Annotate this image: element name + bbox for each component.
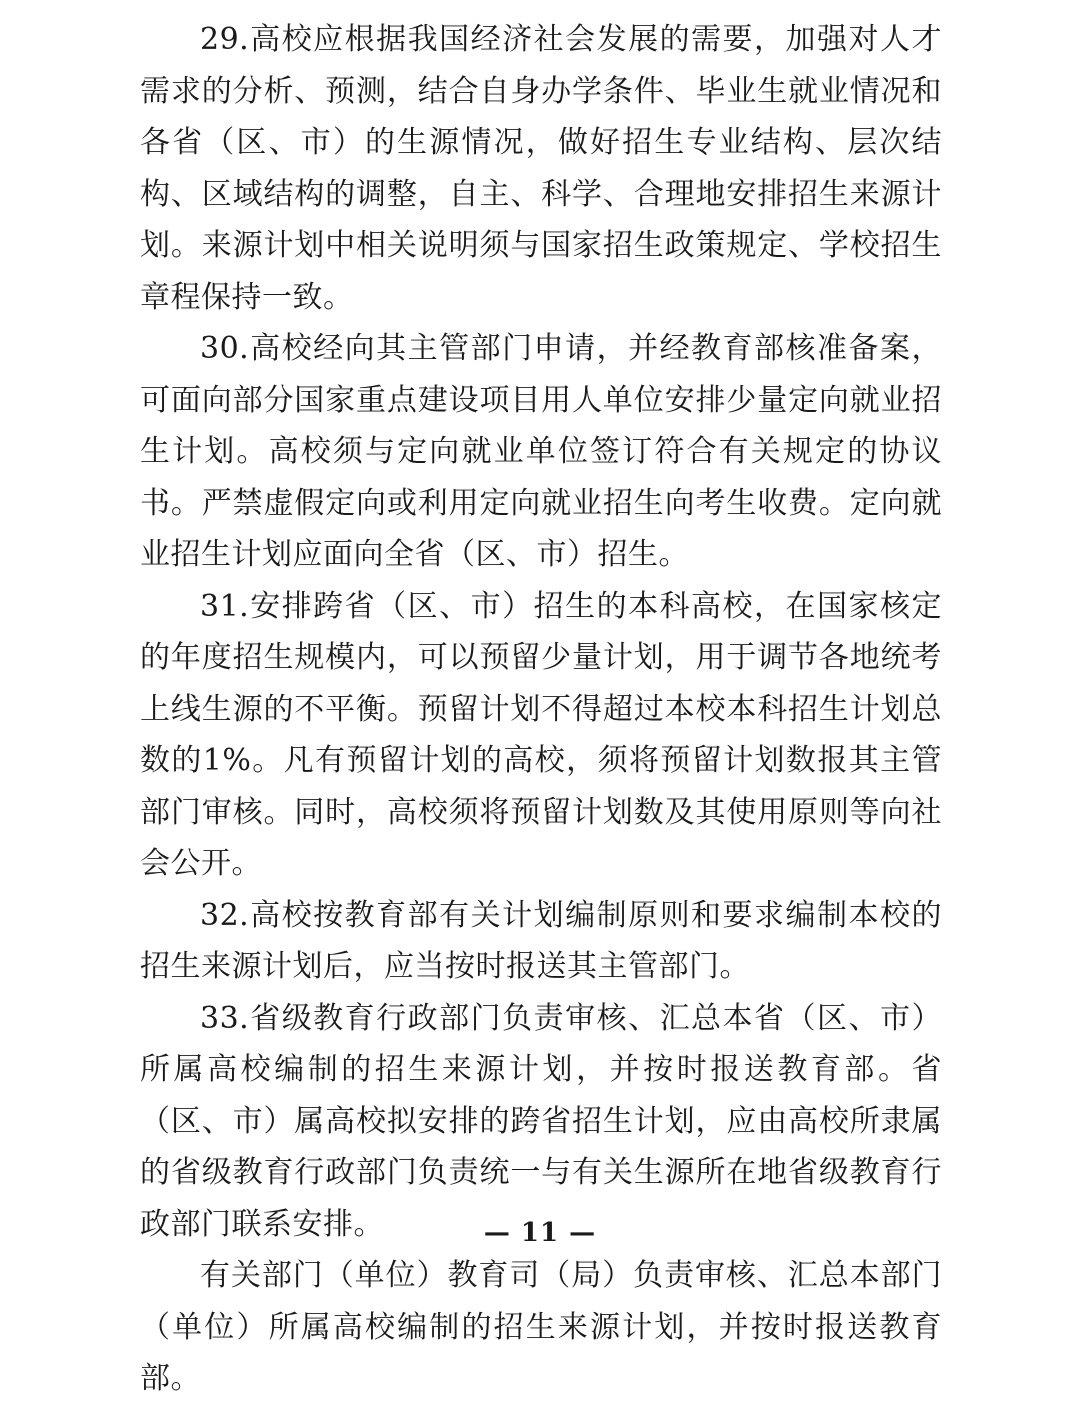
paragraph-30: 30.高校经向其主管部门申请，并经教育部核准备案，可面向部分国家重点建设项目用人单位安排少量定向就业招生计划。高校须与定向就业单位签订符合有关规定的协议书。严禁虚假定向或利用定向就业招生向考生收费。定向就业招生计划应面向全省（区、市）招生。 [140, 331, 942, 572]
page-number: — 11 — [483, 1218, 597, 1248]
document-body [140, 14, 942, 1405]
paragraph-32: 32.高校按教育部有关计划编制原则和要求编制本校的招生来源计划后，应当按时报送其主管部门。 [140, 897, 942, 984]
paragraph-29: 29.高校应根据我国经济社会发展的需要，加强对人才需求的分析、预测，结合自身办学条件、毕业生就业情况和各省（区、市）的生源情况，做好招生专业结构、层次结构、区域结构的调整，自主、科学、合理地安排招生来源计划。来源计划中相关说明须与国家招生政策规定、学校招生章程保持一致。 [140, 22, 942, 315]
paragraph-33: 33.省级教育行政部门负责审核、汇总本省（区、市）所属高校编制的招生来源计划，并按时报送教育部。省（区、市）属高校拟安排的跨省招生计划，应由高校所隶属的省级教育行政部门负责统一与有关生源所在地省级教育行政部门联系安排。 [140, 1000, 942, 1242]
paragraph-33-continued: 有关部门（单位）教育司（局）负责审核、汇总本部门（单位）所属高校编制的招生来源计划，并按时报送教育部。 [140, 1258, 942, 1396]
paragraph-31: 31.安排跨省（区、市）招生的本科高校，在国家核定的年度招生规模内，可以预留少量计划，用于调节各地统考上线生源的不平衡。预留计划不得超过本校本科招生计划总数的1%。凡有预留计划的高校，须将预留计划数报其主管部门审核。同时，高校须将预留计划数及其使用原则等向社会公开。 [140, 588, 942, 881]
